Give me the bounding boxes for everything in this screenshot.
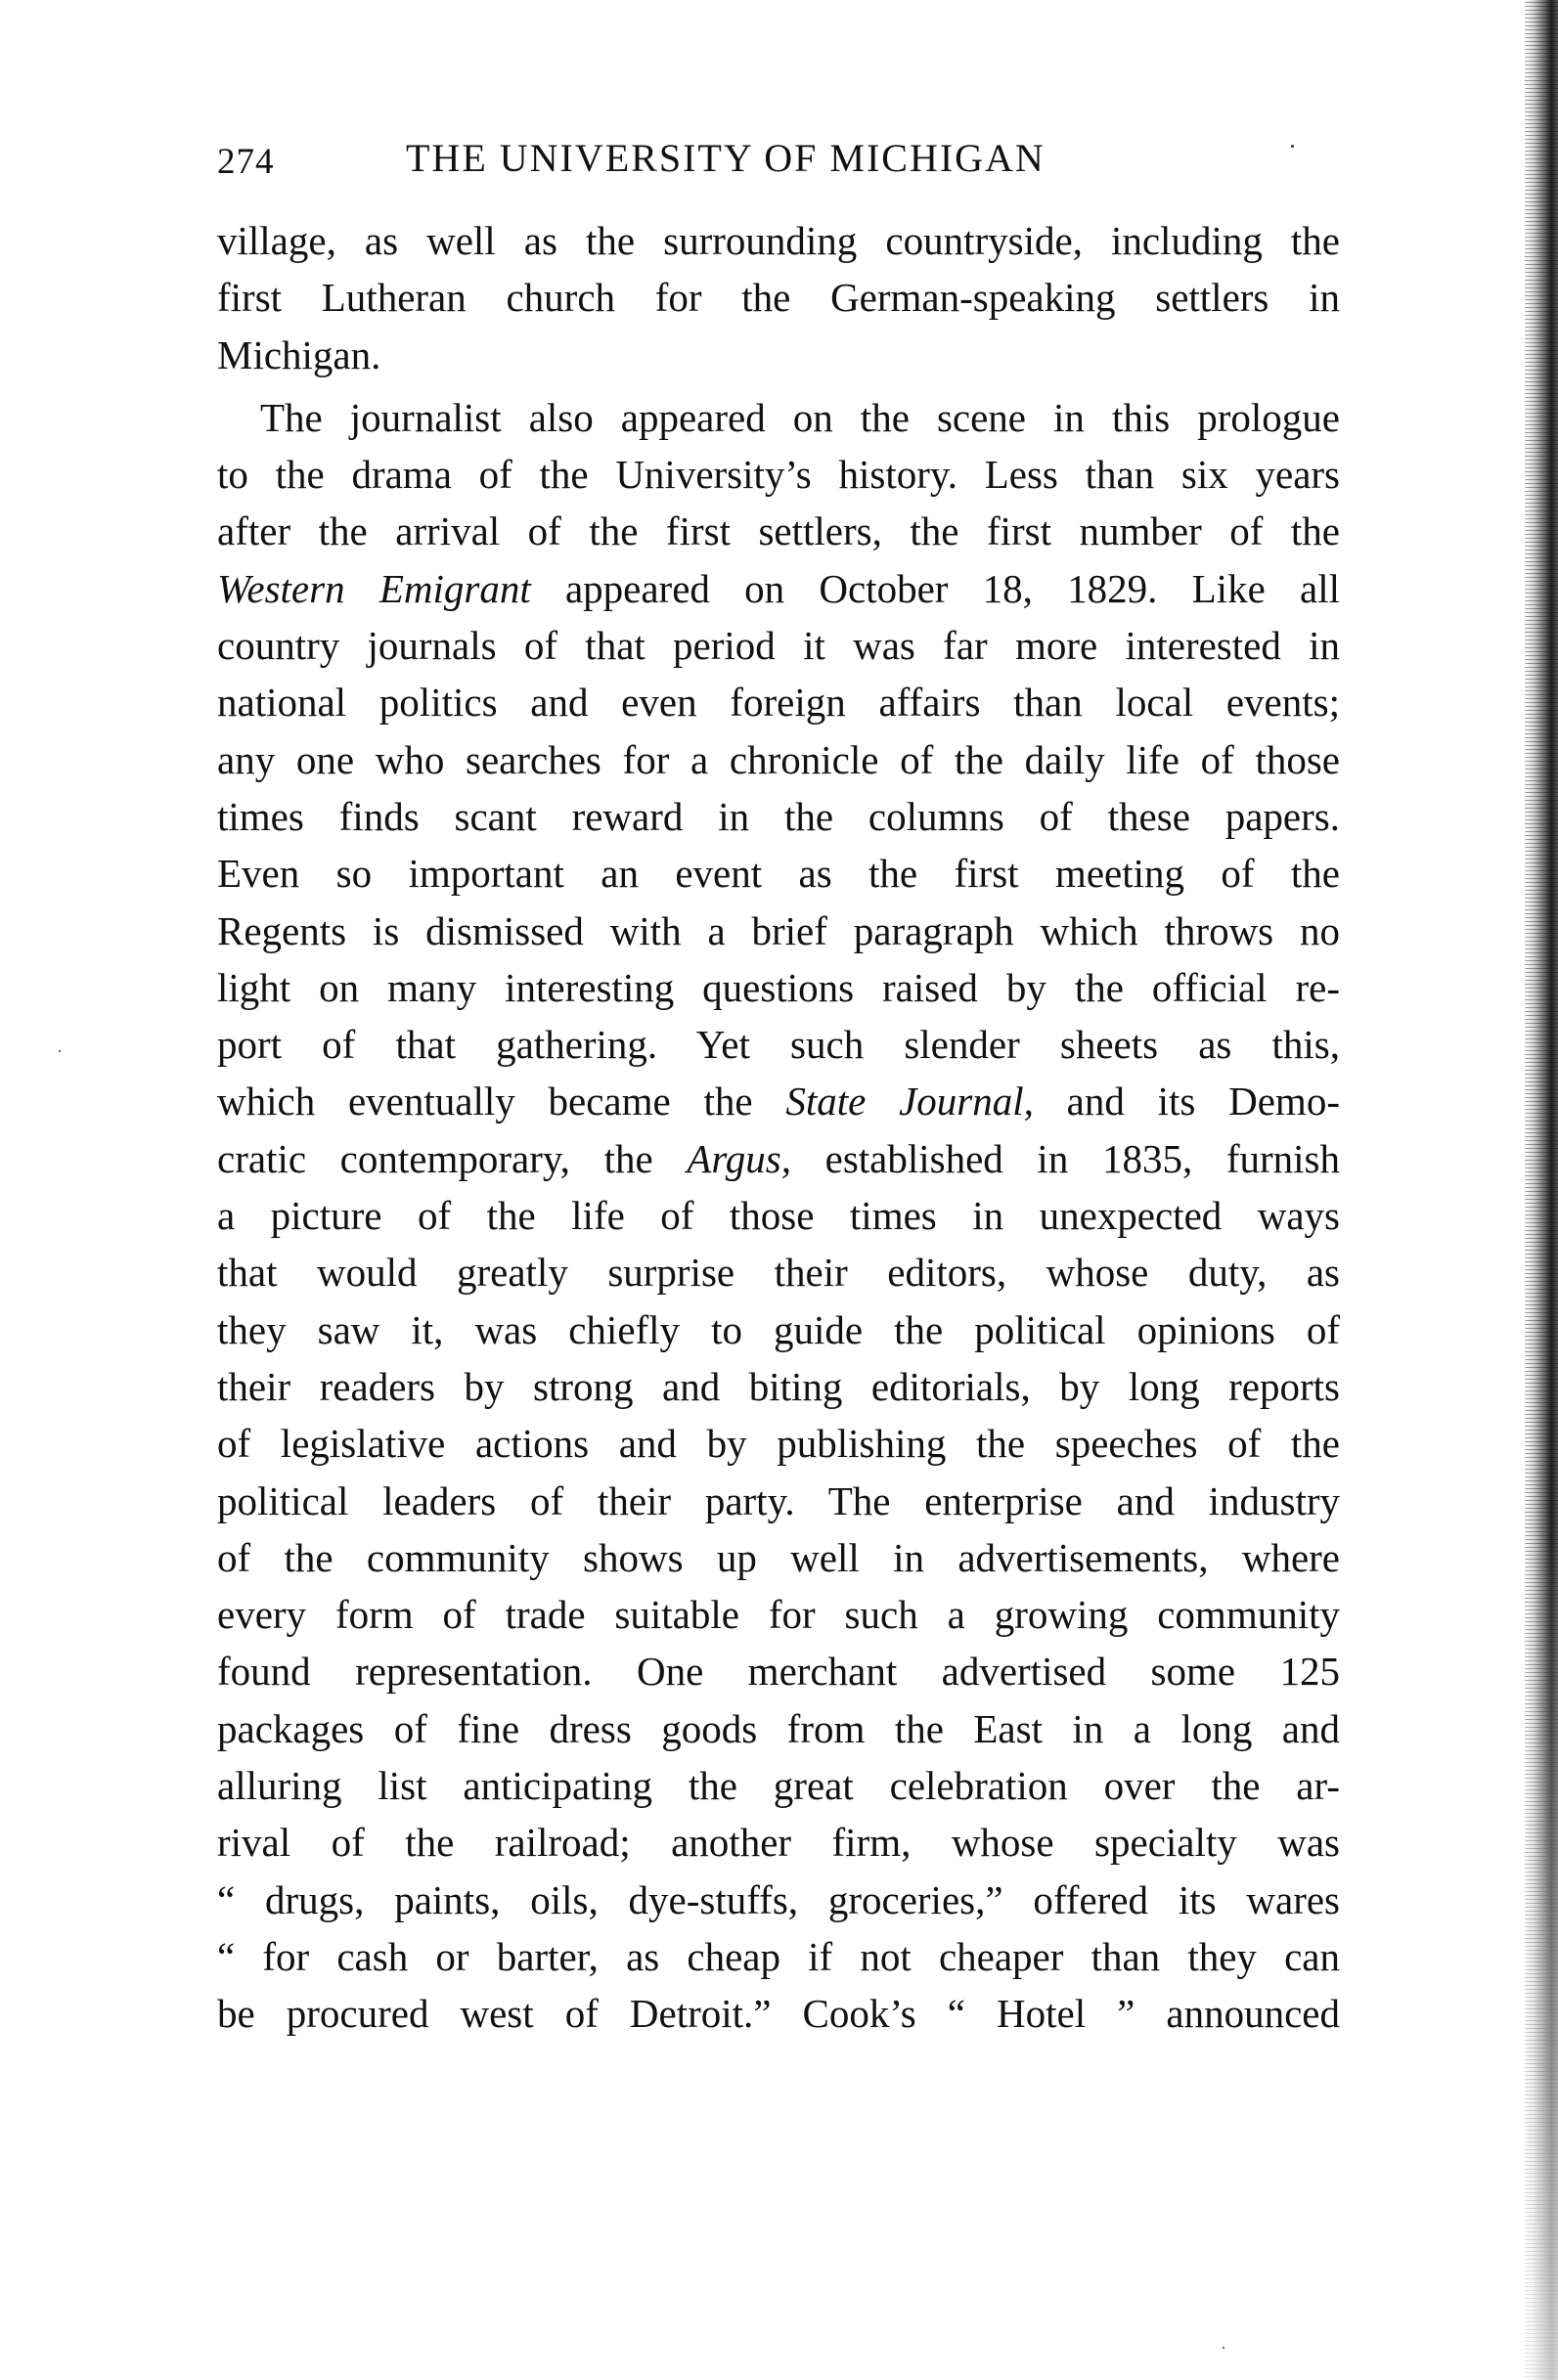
italic-title: Western Emigrant: [217, 565, 531, 611]
scan-speck: [1291, 145, 1294, 148]
text-line: Michigan.: [217, 331, 381, 377]
text-line: “ drugs, paints, oils, dye-stuffs, groceries,” offered its wares: [217, 1876, 1340, 1922]
text-line: any one who searches for a chronicle of the daily life of those: [217, 736, 1340, 782]
text-line: alluring list anticipating the great celebration over the ar-: [217, 1763, 1340, 1809]
scan-speck: [1223, 2347, 1224, 2349]
text-line: packages of fine dress goods from the East in a long and: [217, 1705, 1340, 1751]
text-line: country journals of that period it was far more interested in: [217, 623, 1340, 669]
text-line: times finds scant reward in the columns of these papers.: [217, 793, 1340, 839]
paragraph-start-line: The journalist also appeared on the scene in this prologue: [260, 394, 1340, 440]
page-edge-shadow: [1525, 0, 1558, 2380]
text-line: Western Emigrant appeared on October 18, 1829. Like all: [217, 565, 1340, 611]
text-line: be procured west of Detroit.” Cook’s “ Hotel ” announced: [217, 1991, 1340, 2037]
text-line: to the drama of the University’s history. Less than six years: [217, 452, 1340, 498]
text-line: after the arrival of the first settlers, the first number of the: [217, 508, 1340, 554]
text-line: of legislative actions and by publishing the speeches of the: [217, 1421, 1340, 1467]
text-line: found representation. One merchant advertised some 125: [217, 1649, 1340, 1695]
text-line: which eventually became the State Journal, and its Demo-: [217, 1079, 1340, 1124]
text-line: “ for cash or barter, as cheap if not cheaper than they can: [217, 1933, 1340, 1979]
text-line: cratic contemporary, the Argus, established in 1835, furnish: [217, 1135, 1340, 1181]
body-text: [217, 212, 1340, 2043]
text-line: political leaders of their party. The enterprise and industry: [217, 1477, 1340, 1523]
text-line: national politics and even foreign affairs than local events;: [217, 680, 1340, 726]
text-line: a picture of the life of those times in unexpected ways: [217, 1193, 1340, 1239]
page-number: 274: [217, 142, 275, 182]
text-line: they saw it, was chiefly to guide the political opinions of: [217, 1306, 1340, 1352]
text-line: Regents is dismissed with a brief paragraph which throws no: [217, 907, 1340, 953]
text-line: their readers by strong and biting editorials, by long reports: [217, 1363, 1340, 1409]
running-head: [217, 129, 1342, 188]
text-line: every form of trade suitable for such a growing community: [217, 1592, 1340, 1638]
text-line: of the community shows up well in advertisements, where: [217, 1534, 1340, 1580]
text-line: village, as well as the surrounding countryside, including the: [217, 218, 1340, 263]
text-line: light on many interesting questions raised by the official re-: [217, 964, 1340, 1010]
text-line: port of that gathering. Yet such slender sheets as this,: [217, 1022, 1340, 1068]
italic-title: State Journal,: [785, 1079, 1034, 1124]
text-line: that would greatly surprise their editors, whose duty, as: [217, 1250, 1340, 1296]
scan-speck: [59, 1050, 61, 1052]
text-line: rival of the railroad; another firm, whose specialty was: [217, 1820, 1340, 1866]
running-title: THE UNIVERSITY OF MICHIGAN: [406, 136, 1046, 180]
text-line: Even so important an event as the first meeting of the: [217, 851, 1340, 897]
text-line: first Lutheran church for the German-speaking settlers in: [217, 275, 1340, 321]
italic-title: Argus,: [687, 1135, 791, 1181]
